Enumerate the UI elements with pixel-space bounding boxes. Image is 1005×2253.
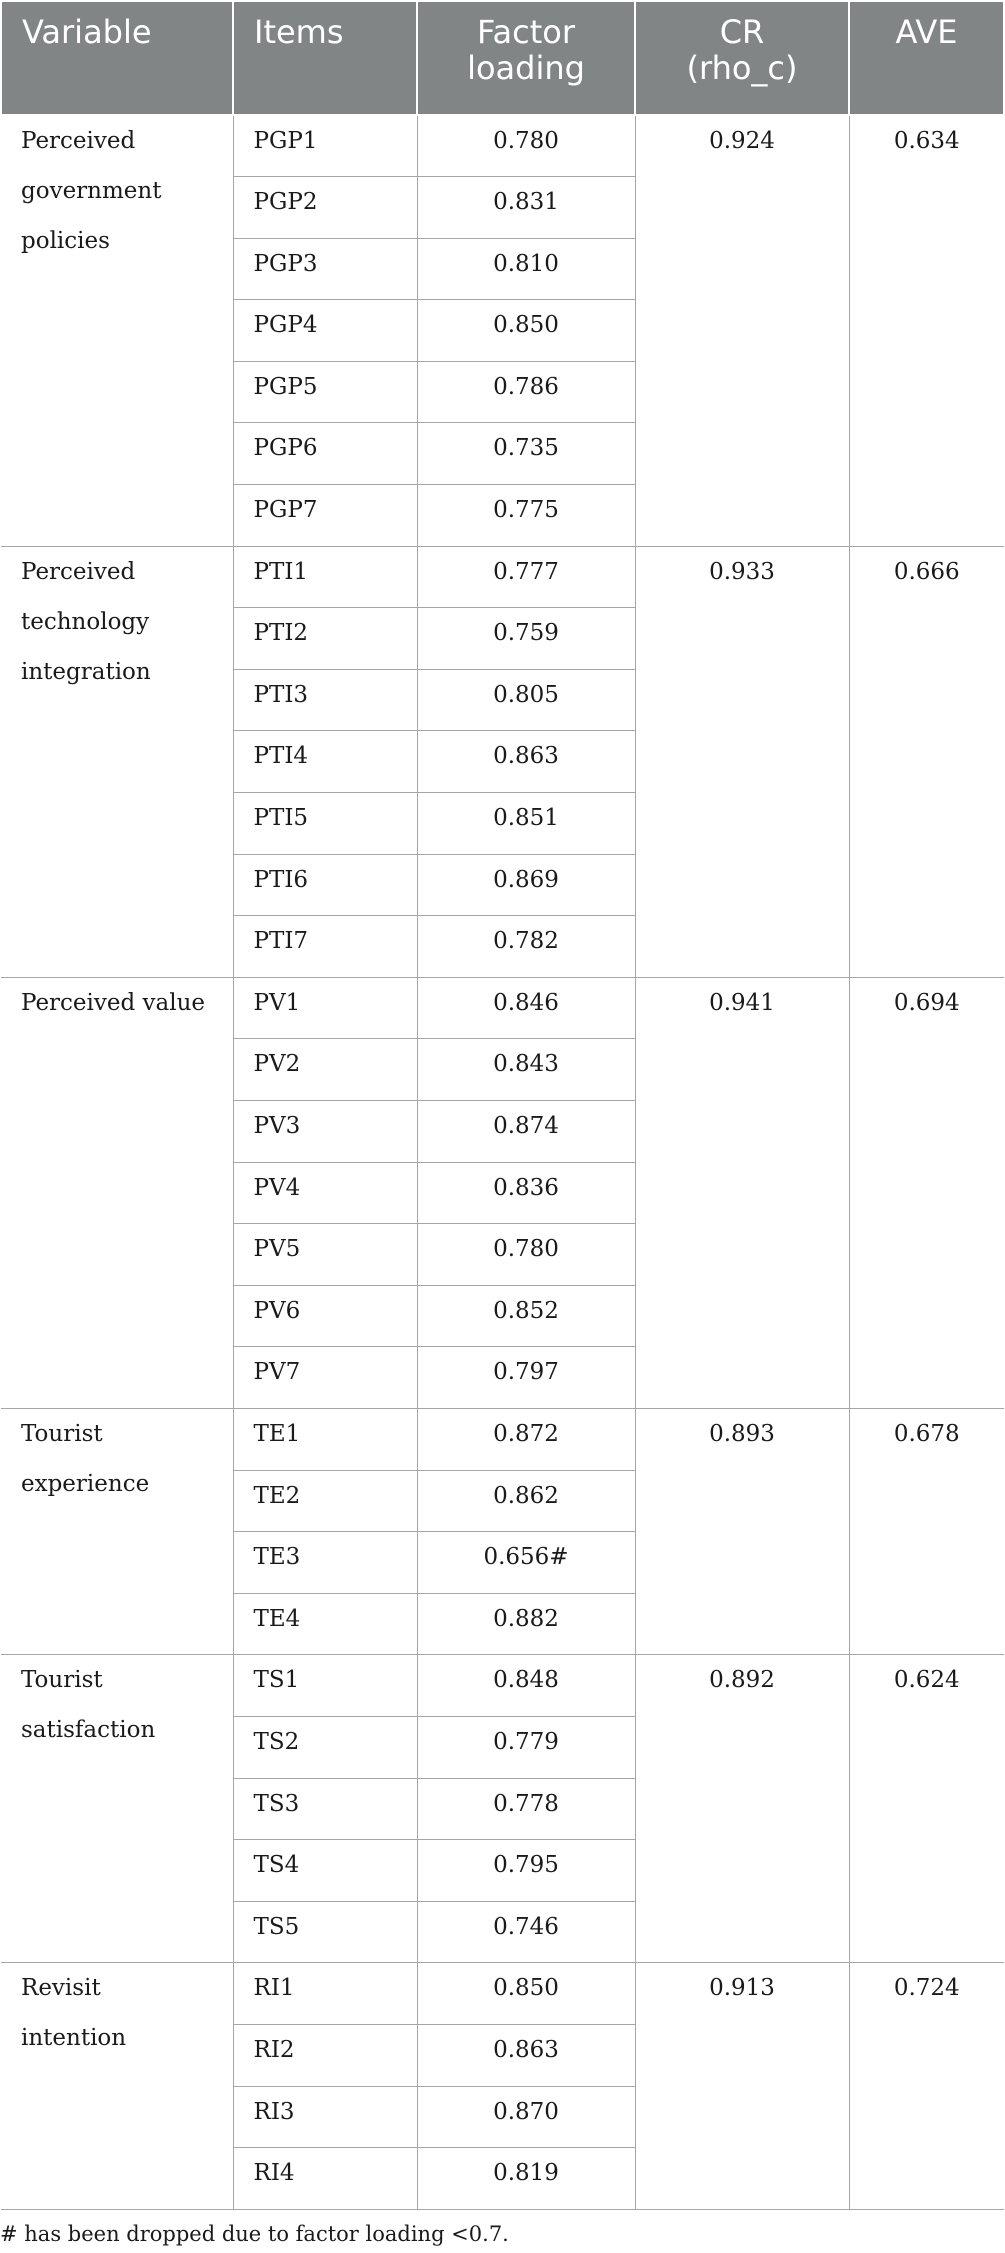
header-factor-loading-line1: Factor: [477, 13, 575, 51]
item-cell: RI4: [233, 2148, 417, 2210]
item-cell: PTI7: [233, 916, 417, 978]
factor-loading-cell: 0.782: [417, 916, 635, 978]
factor-loading-cell: 0.848: [417, 1655, 635, 1717]
item-cell: RI2: [233, 2024, 417, 2086]
factor-loading-cell: 0.805: [417, 669, 635, 731]
factor-loading-cell: 0.775: [417, 485, 635, 547]
item-cell: PGP6: [233, 423, 417, 485]
variable-name-line: experience: [21, 1470, 150, 1497]
factor-loading-cell: 0.795: [417, 1840, 635, 1902]
item-cell: TE1: [233, 1408, 417, 1470]
factor-loading-cell: 0.819: [417, 2148, 635, 2210]
table-row: [1, 1408, 1004, 1470]
factor-loading-cell: 0.836: [417, 1162, 635, 1224]
cr-cell: 0.924: [635, 115, 849, 546]
header-variable: Variable: [1, 1, 233, 115]
header-cr-line1: CR: [719, 13, 765, 51]
variable-name-line: satisfaction: [21, 1717, 156, 1744]
factor-loading-cell: 0.759: [417, 608, 635, 670]
table-row: [1, 115, 1004, 177]
item-cell: PGP5: [233, 361, 417, 423]
item-cell: TS2: [233, 1716, 417, 1778]
item-cell: PGP2: [233, 177, 417, 239]
factor-loading-cell: 0.735: [417, 423, 635, 485]
item-cell: PGP1: [233, 115, 417, 177]
factor-loading-cell: 0.863: [417, 2024, 635, 2086]
ave-cell: 0.678: [849, 1408, 1004, 1654]
item-cell: PV3: [233, 1101, 417, 1163]
factor-loading-cell: 0.882: [417, 1593, 635, 1655]
factor-loading-cell: 0.797: [417, 1347, 635, 1409]
factor-loading-cell: 0.852: [417, 1285, 635, 1347]
header-items: Items: [233, 1, 417, 115]
factor-loading-cell: 0.850: [417, 1963, 635, 2025]
item-cell: PV7: [233, 1347, 417, 1409]
variable-cell: [1, 1655, 233, 1963]
factor-loading-cell: 0.831: [417, 177, 635, 239]
item-cell: PGP3: [233, 238, 417, 300]
factor-loading-cell: 0.777: [417, 546, 635, 608]
variable-name-line: Tourist: [21, 1667, 103, 1694]
item-cell: PV1: [233, 977, 417, 1039]
variable-name-line: technology: [21, 608, 150, 635]
factor-loading-cell: 0.863: [417, 731, 635, 793]
factor-loading-cell: 0.862: [417, 1470, 635, 1532]
item-cell: PTI3: [233, 669, 417, 731]
item-cell: PV2: [233, 1039, 417, 1101]
item-cell: PTI1: [233, 546, 417, 608]
header-cr-line2: (rho_c): [686, 49, 798, 87]
header-ave: AVE: [849, 1, 1004, 115]
factor-loading-cell: 0.874: [417, 1101, 635, 1163]
item-cell: PTI5: [233, 793, 417, 855]
variable-name-line: Revisit: [21, 1975, 101, 2002]
item-cell: RI1: [233, 1963, 417, 2025]
variable-name-line: integration: [21, 658, 151, 685]
item-cell: TE3: [233, 1532, 417, 1594]
variable-cell: [1, 977, 233, 1408]
cr-cell: 0.913: [635, 1963, 849, 2209]
variable-cell: [1, 115, 233, 546]
variable-name-line: Perceived: [21, 558, 136, 585]
variable-name-line: government: [21, 178, 162, 204]
factor-loading-cell: 0.810: [417, 238, 635, 300]
item-cell: RI3: [233, 2086, 417, 2148]
item-cell: PTI2: [233, 608, 417, 670]
ave-cell: 0.666: [849, 546, 1004, 977]
factor-loading-cell: 0.779: [417, 1716, 635, 1778]
item-cell: PGP7: [233, 485, 417, 547]
table-header: [1, 1, 1004, 115]
item-cell: PV6: [233, 1285, 417, 1347]
ave-cell: 0.724: [849, 1963, 1004, 2209]
item-cell: TS5: [233, 1901, 417, 1963]
table-row: [1, 1655, 1004, 1717]
cr-cell: 0.893: [635, 1408, 849, 1654]
ave-cell: 0.634: [849, 115, 1004, 546]
item-cell: TE4: [233, 1593, 417, 1655]
variable-name-line: policies: [21, 228, 110, 254]
table-row: [1, 977, 1004, 1039]
item-cell: PTI6: [233, 854, 417, 916]
factor-loading-cell: 0.843: [417, 1039, 635, 1101]
item-cell: PGP4: [233, 300, 417, 362]
variable-name-line: Tourist: [21, 1420, 103, 1447]
item-cell: TS3: [233, 1778, 417, 1840]
cr-cell: 0.892: [635, 1655, 849, 1963]
ave-cell: 0.624: [849, 1655, 1004, 1963]
table-row: [1, 546, 1004, 608]
factor-loading-cell: 0.786: [417, 361, 635, 423]
factor-loading-cell: 0.870: [417, 2086, 635, 2148]
item-cell: TS1: [233, 1655, 417, 1717]
factor-loading-cell: 0.850: [417, 300, 635, 362]
factor-loading-cell: 0.851: [417, 793, 635, 855]
variable-cell: [1, 546, 233, 977]
factor-loading-cell: 0.656#: [417, 1532, 635, 1594]
table-body: [1, 115, 1004, 2209]
header-row: [1, 1, 1004, 115]
variable-name-line: Perceived value: [21, 989, 206, 1016]
header-factor-loading: [417, 1, 635, 115]
factor-loading-cell: 0.869: [417, 854, 635, 916]
table-footnote: # has been dropped due to factor loading <0.7.: [0, 2222, 509, 2246]
table-row: [1, 1963, 1004, 2025]
ave-cell: 0.694: [849, 977, 1004, 1408]
header-factor-loading-line2: loading: [467, 49, 585, 87]
variable-cell: [1, 1963, 233, 2209]
variable-name-line: intention: [21, 2025, 127, 2052]
factor-loading-cell: 0.746: [417, 1901, 635, 1963]
factor-loading-cell: 0.872: [417, 1408, 635, 1470]
factor-loading-cell: 0.778: [417, 1778, 635, 1840]
item-cell: TS4: [233, 1840, 417, 1902]
cr-cell: 0.941: [635, 977, 849, 1408]
factor-loading-cell: 0.846: [417, 977, 635, 1039]
factor-loading-cell: 0.780: [417, 1224, 635, 1286]
item-cell: PTI4: [233, 731, 417, 793]
cr-cell: 0.933: [635, 546, 849, 977]
variable-name-line: Perceived: [21, 128, 136, 154]
header-cr: [635, 1, 849, 115]
variable-cell: [1, 1408, 233, 1654]
item-cell: PV5: [233, 1224, 417, 1286]
item-cell: PV4: [233, 1162, 417, 1224]
item-cell: TE2: [233, 1470, 417, 1532]
factor-loading-cell: 0.780: [417, 115, 635, 177]
